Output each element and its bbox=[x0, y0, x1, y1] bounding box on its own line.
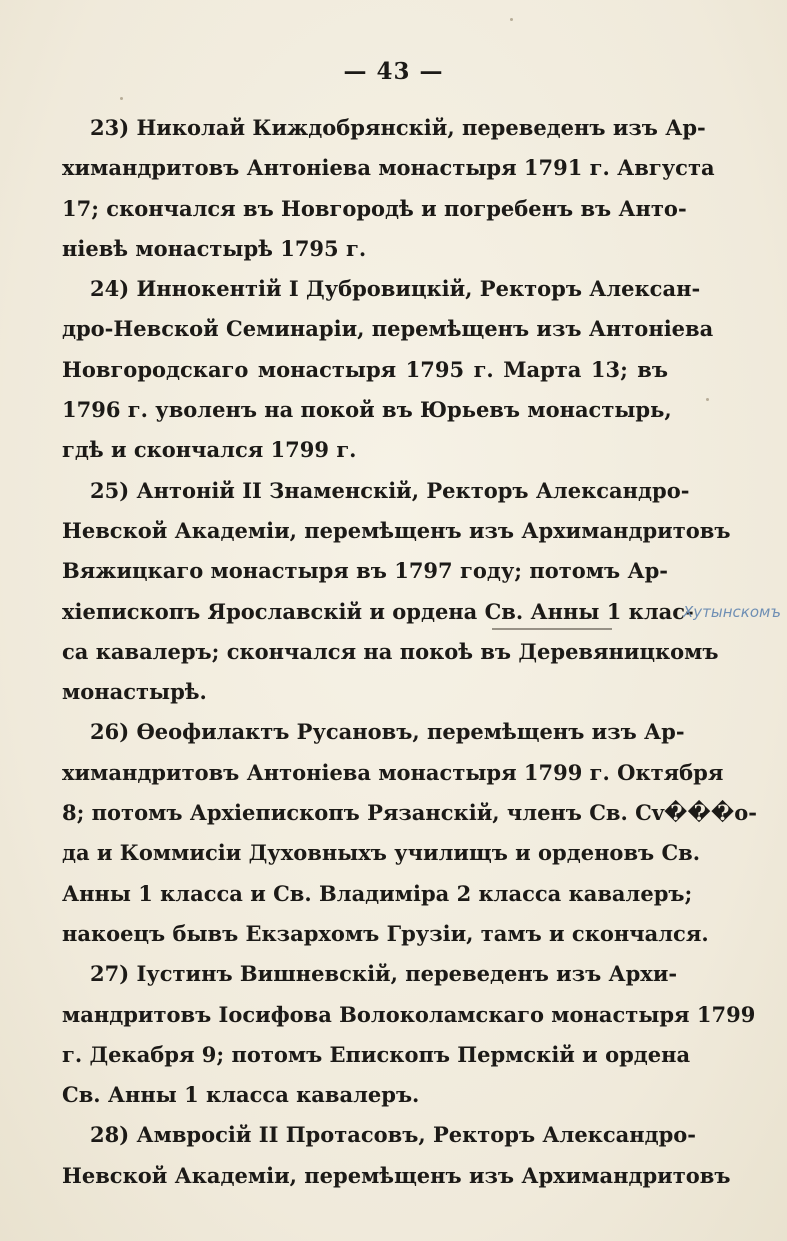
pencil-underline bbox=[492, 628, 612, 630]
entry-26-line-5: Анны 1 класса и Св. Владиміра 2 класса кавалеръ; bbox=[62, 880, 693, 906]
entry-27-line-3: г. Декабря 9; потомъ Епископъ Пермскій и ордена bbox=[62, 1041, 691, 1067]
entry-23-line-3: 17; скончался въ Новгородѣ и погребенъ въ Анто- bbox=[62, 195, 687, 221]
entry-23-line-1: 23) Николай Киждобрянскій, переведенъ изъ Ар- bbox=[90, 115, 706, 140]
entry-24-line-3: Новгородскаго монастыря 1795 г. Марта 13; въ bbox=[62, 356, 668, 382]
scan-speck bbox=[120, 97, 123, 100]
entry-25-line-6: монастырѣ. bbox=[62, 679, 207, 705]
entry-28-line-2: Невской Академіи, перемѣщенъ изъ Архимандритовъ bbox=[62, 1162, 731, 1188]
entry-25-line-3: Вяжицкаго монастыря въ 1797 году; потомъ Ар- bbox=[62, 558, 668, 584]
entry-26-line-3: 8; потомъ Архіепископъ Рязанскій, членъ Св. Сv���о- bbox=[62, 800, 757, 826]
entry-23-line-4: ніевѣ монастырѣ 1795 г. bbox=[62, 235, 367, 261]
entry-27-line-4: Св. Анны 1 класса кавалеръ. bbox=[62, 1082, 420, 1108]
entry-24-line-5: гдѣ и скончался 1799 г. bbox=[62, 437, 357, 463]
entry-27-line-1: 27) Іустинъ Вишневскій, переведенъ изъ Архи- bbox=[90, 961, 678, 987]
entry-25-line-2: Невской Академіи, перемѣщенъ изъ Архимандритовъ bbox=[62, 517, 731, 543]
scan-speck bbox=[706, 398, 709, 401]
entry-23-line-2: химандритовъ Антоніева монастыря 1791 г. Августа bbox=[62, 155, 715, 181]
entry-28-line-1: 28) Амвросій II Протасовъ, Ректоръ Александро- bbox=[90, 1122, 697, 1148]
entry-24-line-1: 24) Иннокентій I Дубровицкій, Ректоръ Алексан- bbox=[90, 276, 701, 302]
page-number: — 43 — bbox=[343, 58, 444, 85]
entry-27-line-2: мандритовъ Іосифова Волоколамскаго монастыря 1799 bbox=[62, 1001, 756, 1027]
entry-24-line-4: 1796 г. уволенъ на покой въ Юрьевъ монастырь, bbox=[62, 397, 672, 423]
entry-24-line-2: дро-Невской Семинаріи, перемѣщенъ изъ Антоніева bbox=[62, 316, 714, 342]
entry-26-line-4: да и Коммисіи Духовныхъ училищъ и орденовъ Св. bbox=[62, 840, 701, 866]
scan-speck bbox=[510, 18, 513, 21]
entry-25-line-1: 25) Антоній II Знаменскій, Ректоръ Александро- bbox=[90, 477, 690, 503]
entry-26-line-6: накоецъ бывъ Екзархомъ Грузіи, тамъ и скончался. bbox=[62, 920, 709, 946]
entry-25-line-4: хіепископъ Ярославскій и ордена Св. Анны 1 клас- bbox=[62, 598, 694, 624]
entry-26-line-2: химандритовъ Антоніева монастыря 1799 г. Октября bbox=[62, 759, 724, 785]
handwritten-margin-note: Хутынскомъ bbox=[683, 603, 781, 621]
entry-25-line-5: са кавалеръ; скончался на покоѣ въ Деревяницкомъ bbox=[62, 638, 719, 664]
entry-26-line-1: 26) Ѳеофилактъ Русановъ, перемѣщенъ изъ Ар- bbox=[90, 719, 685, 745]
